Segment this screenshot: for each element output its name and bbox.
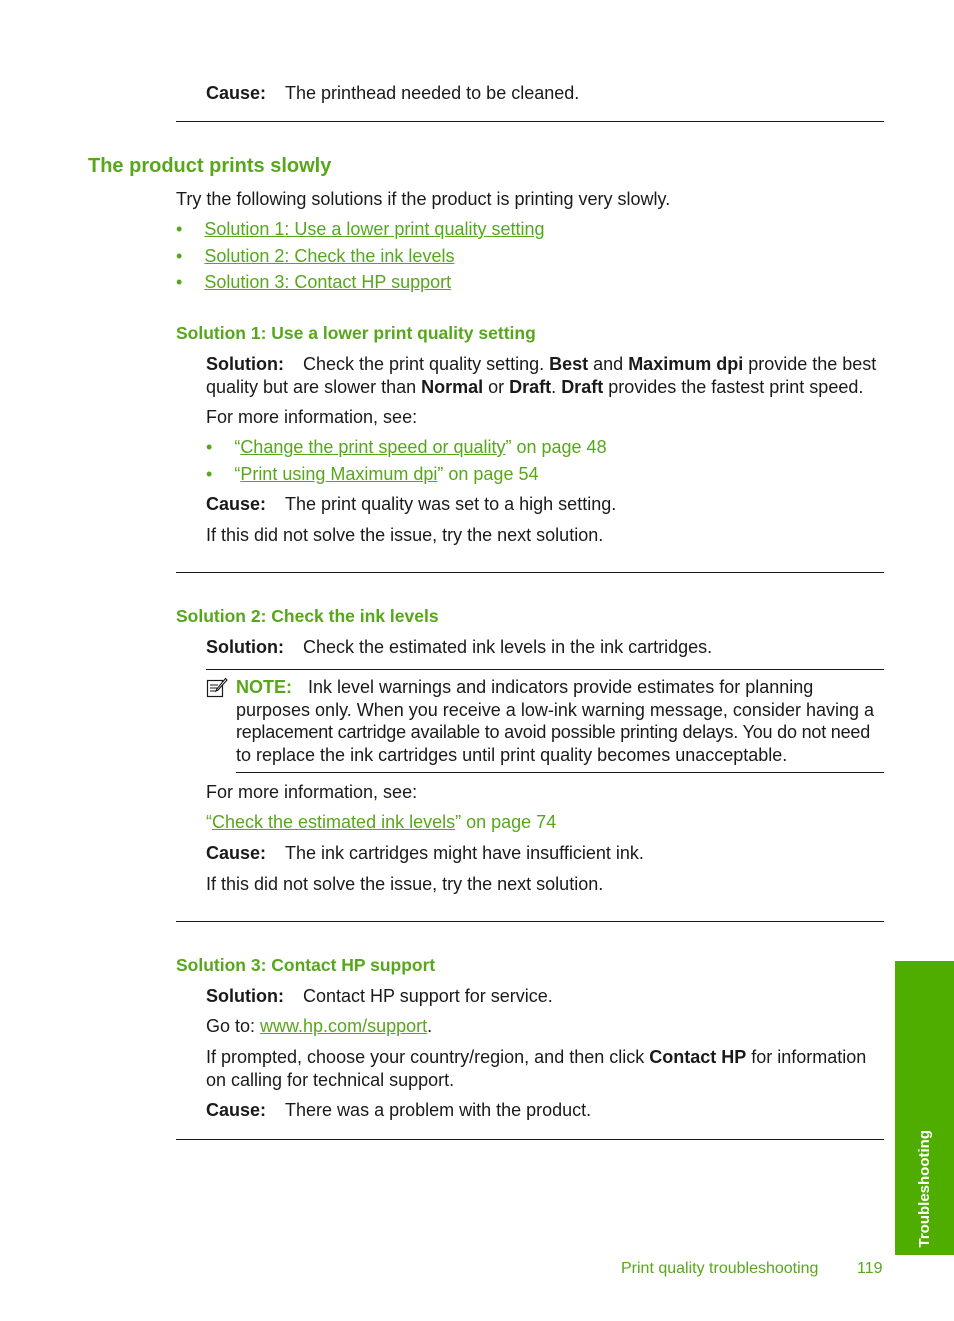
note-line: replacement cartridge available to avoid possible printing delays. You do not need bbox=[236, 722, 871, 742]
page-number: 119 bbox=[857, 1260, 883, 1277]
ref-link-check-ink-levels[interactable]: Check the estimated ink levels bbox=[212, 812, 456, 832]
quote-open: “ bbox=[234, 437, 241, 457]
solution-text: Contact HP support for service. bbox=[302, 986, 553, 1006]
cause-label: Cause: bbox=[206, 843, 267, 863]
ref-link-print-maximum-dpi[interactable]: Print using Maximum dpi bbox=[240, 464, 438, 484]
page-ref: ” on page 74 bbox=[455, 812, 557, 832]
note-top-rule bbox=[206, 669, 884, 670]
solution-text-part: . bbox=[551, 376, 562, 397]
note-bottom-rule bbox=[236, 772, 884, 773]
solution-2-text bbox=[206, 636, 712, 659]
solution-2-cause bbox=[206, 842, 644, 865]
page-ref: ” on page 54 bbox=[437, 464, 539, 484]
contact-hp-term: Contact HP bbox=[649, 1047, 747, 1067]
solution-text-part: and bbox=[588, 354, 629, 374]
solution-text-part: provides the fastest print speed. bbox=[603, 376, 864, 397]
top-cause bbox=[206, 82, 579, 105]
section-intro: Try the following solutions if the product is printing very slowly. bbox=[176, 189, 671, 209]
support-url-link[interactable]: www.hp.com/support bbox=[260, 1016, 428, 1036]
cause-text: The printhead needed to be cleaned. bbox=[285, 83, 580, 103]
more-info: For more information, see: bbox=[206, 782, 418, 802]
divider bbox=[176, 572, 884, 573]
cause-text: The print quality was set to a high setting. bbox=[285, 494, 617, 514]
solution-2-heading: Solution 2: Check the ink levels bbox=[176, 606, 439, 626]
next-solution-hint: If this did not solve the issue, try the next solution. bbox=[206, 525, 604, 545]
cause-text: The ink cartridges might have insufficient ink. bbox=[285, 843, 644, 863]
footer-section-title: Print quality troubleshooting bbox=[621, 1260, 819, 1277]
note-icon bbox=[206, 677, 228, 699]
toc-item[interactable]: • Solution 1: Use a lower print quality setting bbox=[176, 219, 545, 239]
support-prompt bbox=[206, 1046, 896, 1091]
reference-item[interactable]: • “Change the print speed or quality” on page 48 bbox=[206, 437, 607, 457]
toc-item[interactable]: • Solution 3: Contact HP support bbox=[176, 272, 452, 292]
reference-item[interactable] bbox=[206, 811, 556, 834]
chapter-side-tab bbox=[895, 961, 954, 1255]
support-goto bbox=[206, 1015, 432, 1038]
cause-label: Cause: bbox=[206, 83, 267, 103]
divider bbox=[176, 121, 884, 122]
prompt-text: If prompted, choose your country/region, and then click bbox=[206, 1047, 650, 1067]
solution-text-part: quality but are slower than bbox=[206, 376, 422, 397]
solution-label: Solution: bbox=[206, 986, 284, 1006]
page-ref: ” on page 48 bbox=[505, 437, 607, 457]
note-line: purposes only. When you receive a low-ink warning message, consider having a bbox=[236, 699, 874, 720]
solution-label: Solution: bbox=[206, 354, 284, 374]
cause-text: There was a problem with the product. bbox=[285, 1100, 592, 1120]
note-body bbox=[236, 676, 896, 766]
more-info: For more information, see: bbox=[206, 407, 418, 427]
solution-1-text bbox=[206, 353, 896, 398]
solution-text: Check the estimated ink levels in the ink cartridges. bbox=[302, 637, 713, 657]
normal-term: Normal bbox=[421, 376, 484, 397]
solution-3-cause bbox=[206, 1099, 591, 1122]
solution-1-cause bbox=[206, 493, 616, 516]
solution-3-heading: Solution 3: Contact HP support bbox=[176, 955, 436, 975]
toc-link-solution-2[interactable]: Solution 2: Check the ink levels bbox=[204, 246, 455, 266]
ref-link-change-print-speed[interactable]: Change the print speed or quality bbox=[240, 437, 506, 457]
cause-label: Cause: bbox=[206, 1100, 267, 1120]
cause-label: Cause: bbox=[206, 494, 267, 514]
note-label: NOTE: bbox=[236, 677, 292, 697]
best-term: Best bbox=[549, 354, 589, 374]
prompt-text: for information bbox=[746, 1047, 867, 1067]
draft-term: Draft bbox=[561, 376, 604, 397]
quote-open: “ bbox=[234, 464, 241, 484]
draft-term: Draft bbox=[509, 376, 552, 397]
solution-text-part: provide the best bbox=[743, 354, 877, 374]
divider bbox=[176, 1139, 884, 1140]
note-line: to replace the ink cartridges until print quality becomes unacceptable. bbox=[236, 744, 788, 765]
side-tab-label: Troubleshooting bbox=[915, 1129, 933, 1247]
solution-3-text bbox=[206, 985, 553, 1008]
next-solution-hint: If this did not solve the issue, try the next solution. bbox=[206, 874, 604, 894]
maximum-dpi-term: Maximum dpi bbox=[628, 354, 744, 374]
toc-link-solution-1[interactable]: Solution 1: Use a lower print quality setting bbox=[204, 219, 545, 239]
solution-text-part: Check the print quality setting. bbox=[302, 354, 550, 374]
reference-item[interactable]: • “Print using Maximum dpi” on page 54 bbox=[206, 464, 539, 484]
solution-text-part: or bbox=[483, 376, 510, 397]
divider bbox=[176, 921, 884, 922]
note-line: Ink level warnings and indicators provide estimates for planning bbox=[308, 677, 814, 697]
goto-label: Go to: bbox=[206, 1016, 261, 1036]
prompt-text: on calling for technical support. bbox=[206, 1069, 455, 1090]
toc-link-solution-3[interactable]: Solution 3: Contact HP support bbox=[204, 272, 452, 292]
section-title: The product prints slowly bbox=[88, 155, 332, 177]
solution-1-heading: Solution 1: Use a lower print quality setting bbox=[176, 323, 536, 343]
quote-open: “ bbox=[206, 812, 212, 832]
period: . bbox=[427, 1016, 433, 1036]
toc-item[interactable]: • Solution 2: Check the ink levels bbox=[176, 246, 455, 266]
solution-label: Solution: bbox=[206, 637, 284, 657]
